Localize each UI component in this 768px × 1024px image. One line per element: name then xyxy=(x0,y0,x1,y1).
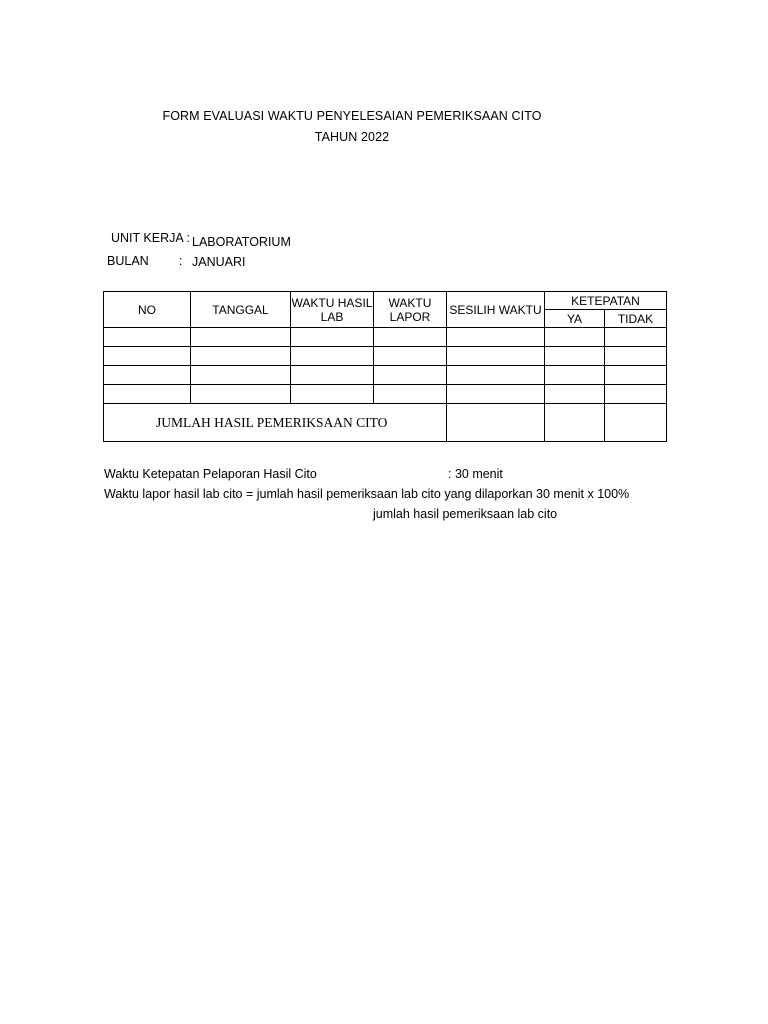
cell-selisih[interactable] xyxy=(447,347,545,366)
cell-tanggal[interactable] xyxy=(191,347,291,366)
cell-ya[interactable] xyxy=(545,366,605,385)
form-year: TAHUN 2022 xyxy=(314,130,390,144)
header-tanggal: TANGGAL xyxy=(191,292,291,328)
header-waktu-hasil-line2: LAB xyxy=(320,309,344,324)
cell-no[interactable] xyxy=(104,328,191,347)
cell-waktu-hasil[interactable] xyxy=(291,385,374,404)
cell-waktu-lapor[interactable] xyxy=(374,366,447,385)
total-ya-cell[interactable] xyxy=(545,404,605,442)
cell-ya[interactable] xyxy=(545,385,605,404)
cell-selisih[interactable] xyxy=(447,328,545,347)
header-no: NO xyxy=(104,292,191,328)
cell-tidak[interactable] xyxy=(605,366,667,385)
total-tidak-cell[interactable] xyxy=(605,404,667,442)
cell-waktu-lapor[interactable] xyxy=(374,328,447,347)
header-waktu-lapor-line2: LAPOR xyxy=(389,309,431,324)
form-title: FORM EVALUASI WAKTU PENYELESAIAN PEMERIKSAAN CITO xyxy=(162,109,542,123)
bulan-value: JANUARI xyxy=(192,255,246,269)
header-waktu-lapor xyxy=(374,292,447,328)
header-waktu-lapor-line1: WAKTU xyxy=(388,295,432,310)
unit-kerja-value: LABORATORIUM xyxy=(192,235,291,249)
formula-numerator: Waktu lapor hasil lab cito = jumlah hasil pemeriksaan lab cito yang dilaporkan 30 menit x 100% xyxy=(104,487,630,501)
cell-tanggal[interactable] xyxy=(191,385,291,404)
header-ya: YA xyxy=(545,310,605,328)
cell-ya[interactable] xyxy=(545,347,605,366)
cell-ya[interactable] xyxy=(545,328,605,347)
header-selisih-waktu: SESILIH WAKTU xyxy=(447,292,545,328)
header-ketepatan: KETEPATAN xyxy=(545,292,667,310)
table-row xyxy=(104,385,667,404)
header-waktu-hasil-line1: WAKTU HASIL xyxy=(291,295,373,310)
header-waktu-hasil-lab xyxy=(291,292,374,328)
cell-selisih[interactable] xyxy=(447,385,545,404)
cell-waktu-hasil[interactable] xyxy=(291,366,374,385)
header-tidak: TIDAK xyxy=(605,310,667,328)
cell-waktu-lapor[interactable] xyxy=(374,347,447,366)
cell-no[interactable] xyxy=(104,385,191,404)
evaluation-table xyxy=(103,291,667,442)
cell-tidak[interactable] xyxy=(605,347,667,366)
cell-no[interactable] xyxy=(104,366,191,385)
header-row xyxy=(104,292,667,310)
cell-tanggal[interactable] xyxy=(191,328,291,347)
bulan-colon: : xyxy=(179,254,183,268)
table-row xyxy=(104,328,667,347)
total-selisih-cell[interactable] xyxy=(447,404,545,442)
ketepatan-note-label: Waktu Ketepatan Pelaporan Hasil Cito xyxy=(104,467,317,481)
ketepatan-note-value: : 30 menit xyxy=(448,467,503,481)
table-row xyxy=(104,347,667,366)
formula-denominator: jumlah hasil pemeriksaan lab cito xyxy=(373,507,558,521)
cell-tidak[interactable] xyxy=(605,385,667,404)
cell-selisih[interactable] xyxy=(447,366,545,385)
cell-tidak[interactable] xyxy=(605,328,667,347)
cell-waktu-lapor[interactable] xyxy=(374,385,447,404)
total-label: JUMLAH HASIL PEMERIKSAAN CITO xyxy=(104,404,447,442)
bulan-label: BULAN xyxy=(107,254,149,268)
cell-waktu-hasil[interactable] xyxy=(291,347,374,366)
unit-kerja-label: UNIT KERJA : xyxy=(111,231,190,245)
total-row xyxy=(104,404,667,442)
table-row xyxy=(104,366,667,385)
cell-waktu-hasil[interactable] xyxy=(291,328,374,347)
cell-tanggal[interactable] xyxy=(191,366,291,385)
cell-no[interactable] xyxy=(104,347,191,366)
